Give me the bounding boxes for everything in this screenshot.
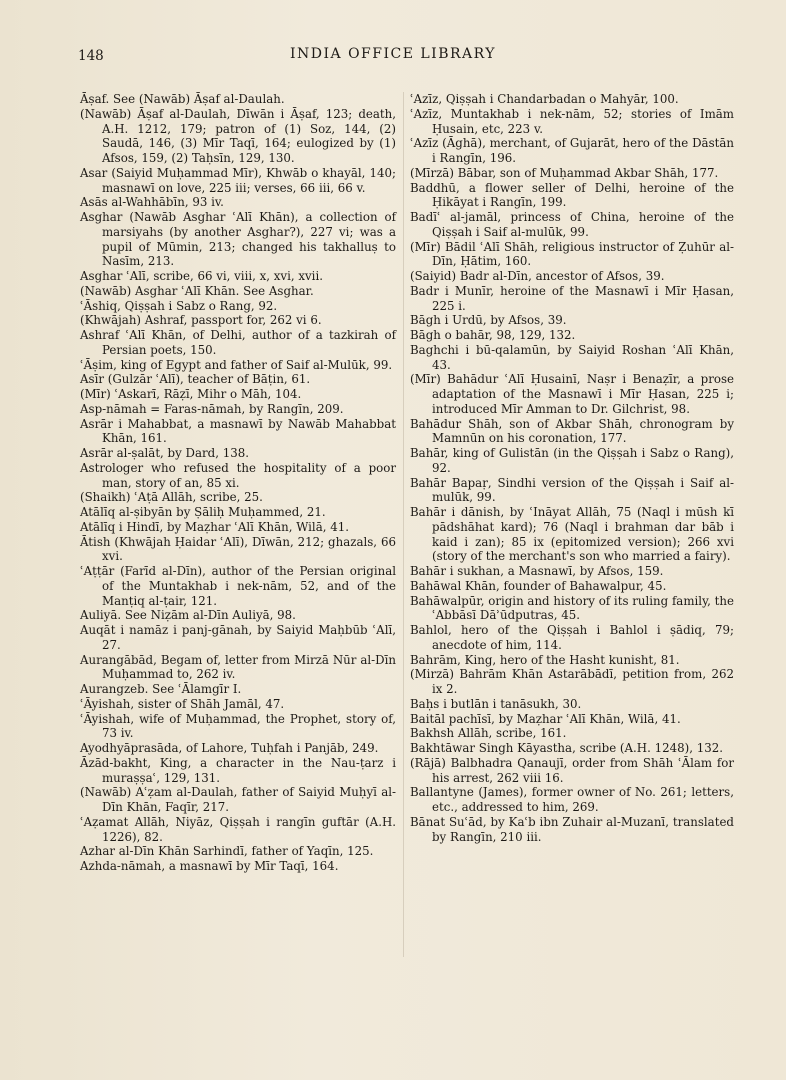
index-entry: Azhda-nāmah, a masnawī by Mīr Taqī, 164. <box>80 859 339 873</box>
index-entry: Asghar (Nawāb Asghar ʿAlī Khān), a collection of marsiyahs (by another Asghar?), 227 vi; was a pupil of Mūmin, 213; changed his takhalluṣ to Nasīm, 213. <box>80 210 396 269</box>
index-entry: Baitāl pachīsī, by Maẓhar ʿAlī Khān, Wilā, 41. <box>410 711 681 726</box>
index-entry: Atālīq i Hindī, by Maẓhar ʿAlī Khān, Wilā, 41. <box>80 519 349 534</box>
index-entry: Bāgh o bahār, 98, 129, 132. <box>410 328 576 342</box>
page-header <box>0 46 786 68</box>
index-entry: Asrār i Mahabbat, a masnawī by Nawāb Mahabbat Khān, 161. <box>80 416 396 446</box>
index-entry: Āzād-bakht, King, a character in the Nau-ṭarz i muraṣṣaʿ, 129, 131. <box>80 755 396 785</box>
index-column-right <box>410 92 734 844</box>
index-entry: Ashraf ʿAlī Khān, of Delhi, author of a tazkirah of Persian poets, 150. <box>80 328 396 357</box>
index-entry: ʿAẓamat Allāh, Niyāz, Qiṣṣah i rangīn guftār (A.H. 1226), 82. <box>80 814 396 844</box>
index-entry: ʿĀyishah, sister of Shāh Jamāl, 47. <box>80 696 285 711</box>
index-entry: Asghar ʿAlī, scribe, 66 vi, viii, x, xvi, xvii. <box>80 269 323 283</box>
index-entry: Bāgh i Urdū, by Afsos, 39. <box>410 313 567 328</box>
index-entry: Auqāt i namāz i panj-gānah, by Saiyid Maḥbūb ʿAlī, 27. <box>80 623 396 652</box>
index-entry: ʿAzīz (Āghā), merchant, of Gujarāt, hero of the Dāstān i Rangīn, 196. <box>410 136 734 165</box>
index-entry: Azhar al-Dīn Khān Sarhindī, father of Yaqīn, 125. <box>80 844 374 859</box>
index-entry: (Nawāb) Āṣaf al-Daulah, Dīwān i Āṣaf, 123; death, A.H. 1212, 179; patron of (1) Soz, 144, (2) Saudā, 146, (3) Mīr Taqī, 164; eulogized by (1) Afsos, 159, (2) Taḥsīn, 129, 130. <box>80 106 396 165</box>
index-entry: Baḥs i butlān i tanāsukh, 30. <box>410 696 582 711</box>
index-entry: Auliyā. See Niẓām al-Dīn Auliyā, 98. <box>80 608 296 623</box>
index-entry: Bahāwal Khān, founder of Bahawalpur, 45. <box>410 578 667 593</box>
running-title: INDIA OFFICE LIBRARY <box>289 46 497 62</box>
index-entry: (Nawāb) Aʿẓam al-Daulah, father of Saiyid Muḥyī al-Dīn Khān, Faqīr, 217. <box>80 785 396 814</box>
index-entry: Bahāwalpūr, origin and history of its ruling family, the ʿAbbāsī Dāʾūdputras, 45. <box>410 593 734 623</box>
column-divider <box>403 92 404 957</box>
index-entry: (Mīr) Bahādur ʿAlī Ḥusainī, Naṣr i Benaẓīr, a prose adaptation of the Masnawī i Mīr Ḥasan, 225 i; introduced Mīr Amman to Dr. Gilchrist, 98. <box>410 372 734 416</box>
index-entry: Asīr (Gulzār ʿAlī), teacher of Bāṭin, 61. <box>80 372 311 387</box>
index-entry: Ayodhyāprasāda, of Lahore, Tuḥfah i Panjāb, 249. <box>80 741 379 755</box>
index-entry: Baddhū, a flower seller of Delhi, heroine of the Ḥikāyat i Rangīn, 199. <box>410 180 734 210</box>
index-entry: Bahrām, King, hero of the Hasht kunisht, 81. <box>410 652 680 667</box>
index-entry: Aurangzeb. See ʿĀlamgīr I. <box>80 682 242 696</box>
index-entry: Bahār Bapaṛ, Sindhi version of the Qiṣṣah i Saif al-mulūk, 99. <box>410 475 734 505</box>
index-entry: Bakhsh Allāh, scribe, 161. <box>410 726 567 741</box>
index-entry: Bahār, king of Gulistān (in the Qiṣṣah i Sabz o Rang), 92. <box>410 446 734 475</box>
index-entry: (Shaikh) ʿAṭā Allāh, scribe, 25. <box>80 490 263 505</box>
index-entry: (Mīr) ʿAskarī, Rāẓī, Mihr o Māh, 104. <box>80 387 302 401</box>
index-entry: (Khwājah) Ashraf, passport for, 262 vi 6. <box>80 313 322 328</box>
index-entry: Ātish (Khwājah Ḥaidar ʿAlī), Dīwān, 212; ghazals, 66 xvi. <box>80 534 396 564</box>
index-entry: Bānat Suʿād, by Kaʿb ibn Zuhair al-Muzanī, translated by Rangīn, 210 iii. <box>410 814 734 844</box>
index-entry: Aurangābād, Begam of, letter from Mirzā Nūr al-Dīn Muḥammad to, 262 iv. <box>80 652 396 682</box>
index-entry: Bahār i sukhan, a Masnawī, by Afsos, 159. <box>410 564 664 578</box>
index-entry: Astrologer who refused the hospitality of a poor man, story of an, 85 xi. <box>80 460 396 490</box>
index-entry: Baghchi i bū-qalamūn, by Saiyid Roshan ʿAlī Khān, 43. <box>410 342 734 372</box>
index-entry: ʿAṭṭār (Farīd al-Dīn), author of the Persian original of the Muntakhab i nek-nām, 52, and of the Manṭiq al-ṭair, 121. <box>80 564 396 608</box>
index-column-left <box>80 92 396 874</box>
index-entry: Asar (Saiyid Muḥammad Mīr), Khwāb o khayāl, 140; masnawī on love, 225 iii; verses, 66 iii, 66 v. <box>80 165 396 195</box>
index-entry: ʿĀṣim, king of Egypt and father of Saif al-Mulūk, 99. <box>80 357 393 372</box>
index-entry: (Mīr) Bādil ʿAlī Shāh, religious instructor of Ẓuhūr al-Dīn, Ḥātim, 160. <box>410 239 734 269</box>
index-entry: ʿĀshiq, Qiṣṣah i Sabz o Rang, 92. <box>80 298 278 313</box>
index-entry: Badīʿ al-jamāl, princess of China, heroine of the Qiṣṣah i Saif al-mulūk, 99. <box>410 210 734 239</box>
index-entry: (Nawāb) Asghar ʿAlī Khān. See Asghar. <box>80 283 314 298</box>
index-entry: ʿAzīz, Qiṣṣah i Chandarbadan o Mahyār, 100. <box>410 92 679 106</box>
index-entry: ʿAzīz, Muntakhab i nek-nām, 52; stories of Imām Ḥusain, etc, 223 v. <box>410 106 734 136</box>
index-entry: (Rājā) Balbhadra Qanaujī, order from Shāh ʿĀlam for his arrest, 262 viii 16. <box>410 755 734 785</box>
index-entry: Bahlol, hero of the Qiṣṣah i Bahlol i ṣādiq, 79; anecdote of him, 114. <box>410 623 734 652</box>
index-entry: (Saiyid) Badr al-Dīn, ancestor of Afsos, 39. <box>410 269 665 283</box>
index-entry: Asās al-Wahhābīn, 93 iv. <box>80 195 224 210</box>
index-entry: Ballantyne (James), former owner of No. 261; letters, etc., addressed to him, 269. <box>410 785 734 814</box>
index-entry: Badr i Munīr, heroine of the Masnawī i Mīr Ḥasan, 225 i. <box>410 283 734 313</box>
index-entry: Asrār al-ṣalāt, by Dard, 138. <box>80 446 249 460</box>
index-entry: Bahār i dānish, by ʿInāyat Allāh, 75 (Naql i mūsh kī pādshāhat kard); 76 (Naql i brahman dar bāb i kaid i zan); 85 ix (epitomized version); 266 xvi (story of the merchant's son who married a fairy). <box>410 505 734 564</box>
index-entry: Bakhtāwar Singh Kāyastha, scribe (A.H. 1248), 132. <box>410 741 723 755</box>
index-entry: Āṣaf. See (Nawāb) Āṣaf al-Daulah. <box>80 92 285 106</box>
index-entry: Bahādur Shāh, son of Akbar Shāh, chronogram by Mamnūn on his coronation, 177. <box>410 416 734 446</box>
index-entry: (Mirzā) Bahrām Khān Astarābādī, petition from, 262 ix 2. <box>410 667 734 696</box>
index-entry: Asp-nāmah = Faras-nāmah, by Rangīn, 209. <box>80 401 344 416</box>
index-entry: ʿĀyishah, wife of Muḥammad, the Prophet, story of, 73 iv. <box>80 711 396 741</box>
index-entry: Atālīq al-ṣibyān by Ṣāliḥ Muḥammed, 21. <box>80 505 326 519</box>
page-number: 148 <box>78 48 104 64</box>
index-entry: (Mīrzā) Bābar, son of Muḥammad Akbar Shāh, 177. <box>410 165 719 180</box>
